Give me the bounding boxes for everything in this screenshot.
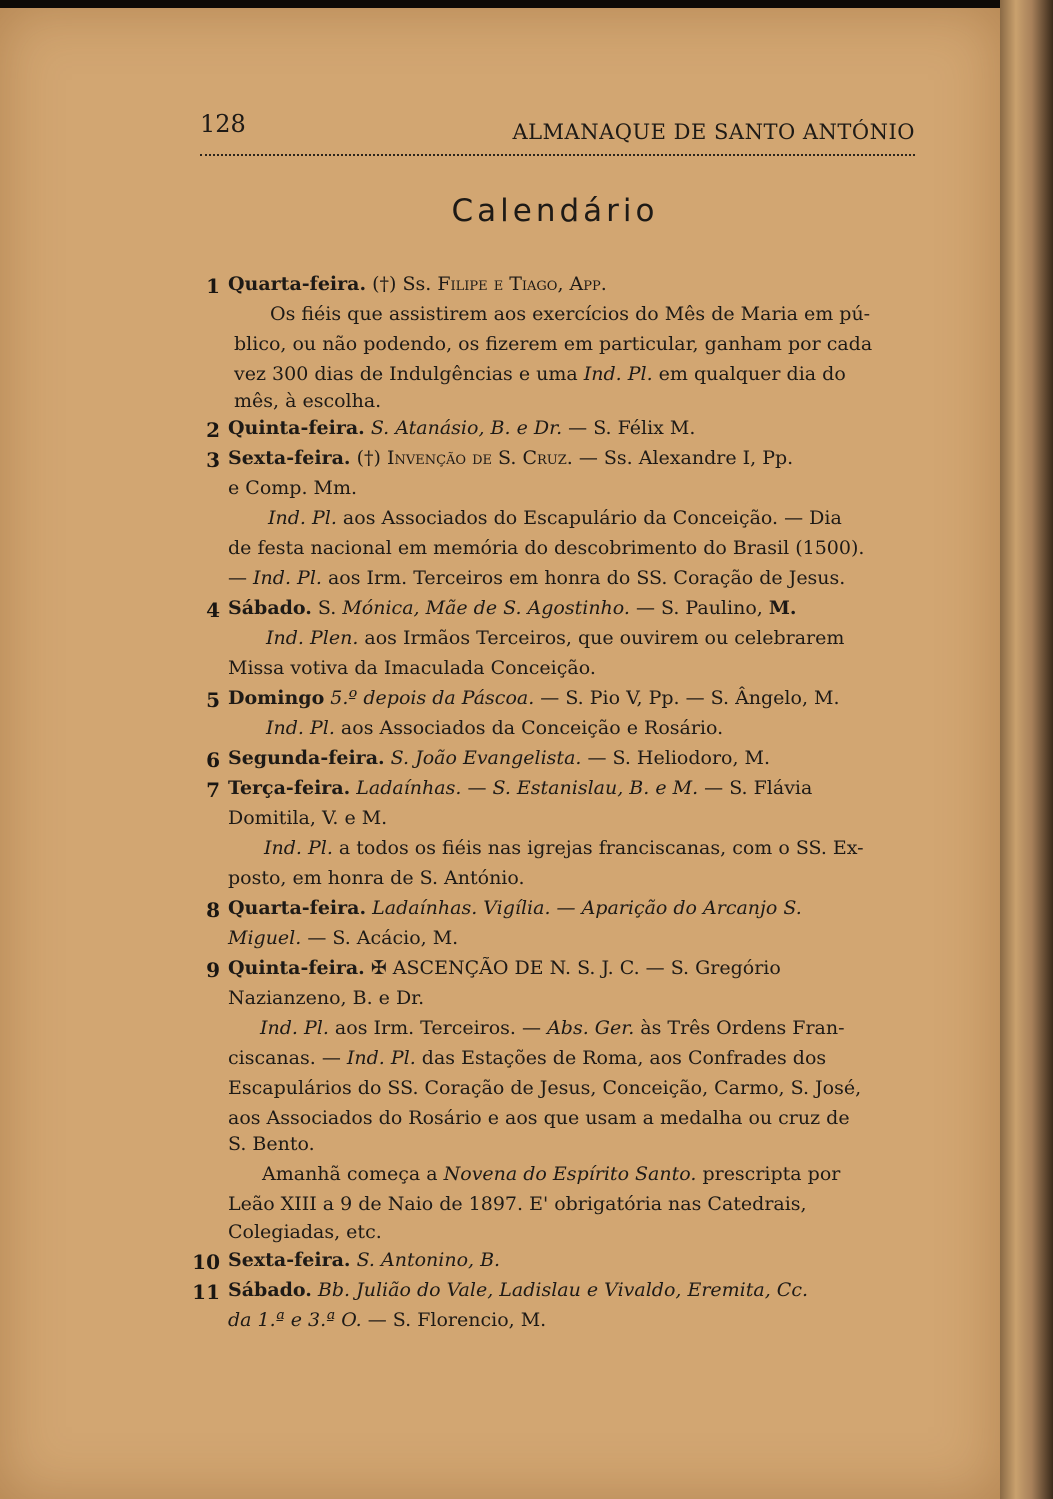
calendar-entry-heading: Segunda-feira. S. João Evangelista. — S. Heliodoro, M. (228, 747, 771, 769)
calendar-entry-text: da 1.ª e 3.ª O. — S. Florencio, M. (228, 1309, 547, 1331)
calendar-entry-text: Colegiadas, etc. (228, 1221, 382, 1243)
calendar-entry-text: Ind. Pl. aos Associados da Conceição e Rosário. (266, 717, 724, 739)
entry-day-number: 5 (206, 688, 220, 712)
calendar-entry-heading: Quinta-feira. ✠ ASCENÇÃO DE N. S. J. C. — S. Gregório (228, 957, 781, 979)
entry-day-number: 7 (206, 778, 220, 802)
entry-day-number: 3 (206, 448, 220, 472)
calendar-entry-text: Escapulários do SS. Coração de Jesus, Conceição, Carmo, S. José, (228, 1077, 862, 1099)
calendar-entry-text: Ind. Pl. a todos os fiéis nas igrejas franciscanas, com o SS. Ex- (264, 837, 864, 859)
entry-day-number: 9 (206, 958, 220, 982)
calendar-entry-text: mês, à escolha. (234, 390, 382, 412)
calendar-entry-text: blico, ou não podendo, os fizerem em particular, ganham por cada (234, 333, 873, 355)
calendar-entry-text: e Comp. Mm. (228, 477, 358, 499)
entry-day-number: 11 (192, 1280, 220, 1304)
calendar-entry-heading: Sábado. Bb. Julião do Vale, Ladislau e Vivaldo, Eremita, Cc. (228, 1279, 809, 1301)
calendar-entry-text: Missa votiva da Imaculada Conceição. (228, 657, 596, 679)
calendar-entry-heading: Quarta-feira. Ladaínhas. Vigília. — Aparição do Arcanjo S. (228, 897, 802, 919)
calendar-entry-text: Ind. Plen. aos Irmãos Terceiros, que ouvirem ou celebrarem (266, 627, 845, 649)
calendar-entry-text: Ind. Pl. aos Irm. Terceiros. — Abs. Ger. às Três Ordens Fran- (260, 1017, 845, 1039)
entry-day-number: 8 (206, 898, 220, 922)
calendar-entry-text: ciscanas. — Ind. Pl. das Estações de Roma, aos Confrades dos (228, 1047, 827, 1069)
header-rule (200, 154, 915, 156)
entry-day-number: 6 (206, 748, 220, 772)
calendar-entry-heading: Sábado. S. Mónica, Mãe de S. Agostinho. — S. Paulino, M. (228, 597, 797, 619)
calendar-entry-text: aos Associados do Rosário e aos que usam a medalha ou cruz de (228, 1107, 850, 1129)
page-number: 128 (200, 110, 246, 138)
calendar-entry-text: Domitila, V. e M. (228, 807, 388, 829)
calendar-entry-text: — Ind. Pl. aos Irm. Terceiros em honra do SS. Coração de Jesus. (228, 567, 846, 589)
page-header (200, 108, 915, 160)
book-spine (1000, 0, 1053, 1499)
entry-day-number: 1 (206, 274, 220, 298)
book-page (0, 8, 1000, 1499)
calendar-entry-text: Ind. Pl. aos Associados do Escapulário da Conceição. — Dia (268, 507, 842, 529)
calendar-entry-heading: Terça-feira. Ladaínhas. — S. Estanislau, B. e M. — S. Flávia (228, 777, 813, 799)
calendar-entry-heading: Domingo 5.º depois da Páscoa. — S. Pio V, Pp. — S. Ângelo, M. (228, 687, 840, 709)
calendar-entry-text: de festa nacional em memória do descobrimento do Brasil (1500). (228, 537, 865, 559)
running-title: ALMANAQUE DE SANTO ANTÓNIO (512, 120, 915, 144)
calendar-entry-text: Leão XIII a 9 de Naio de 1897. E' obrigatória nas Catedrais, (228, 1193, 807, 1215)
calendar-entry-heading: Sexta-feira. (†) Invenção de S. Cruz. — Ss. Alexandre I, Pp. (228, 447, 794, 469)
calendar-entry-heading: Quarta-feira. (†) Ss. Filipe e Tiago, App. (228, 273, 607, 295)
calendar-entry-text: S. Bento. (228, 1133, 315, 1155)
calendar-entry-text: Miguel. — S. Acácio, M. (228, 927, 459, 949)
calendar-entry-heading: Quinta-feira. S. Atanásio, B. e Dr. — S. Félix M. (228, 417, 696, 439)
section-title: Calendário (451, 193, 659, 229)
calendar-entry-text: Amanhã começa a Novena do Espírito Santo. prescripta por (262, 1163, 841, 1185)
entry-day-number: 10 (192, 1250, 220, 1274)
entry-day-number: 4 (206, 598, 220, 622)
calendar-entry-heading: Sexta-feira. S. Antonino, B. (228, 1249, 501, 1271)
entry-day-number: 2 (206, 418, 220, 442)
calendar-entry-text: Os fiéis que assistirem aos exercícios do Mês de Maria em pú- (270, 303, 871, 325)
calendar-entry-text: vez 300 dias de Indulgências e uma Ind. Pl. em qualquer dia do (234, 363, 846, 385)
calendar-entry-text: Nazianzeno, B. e Dr. (228, 987, 425, 1009)
calendar-entry-text: posto, em honra de S. António. (228, 867, 525, 889)
